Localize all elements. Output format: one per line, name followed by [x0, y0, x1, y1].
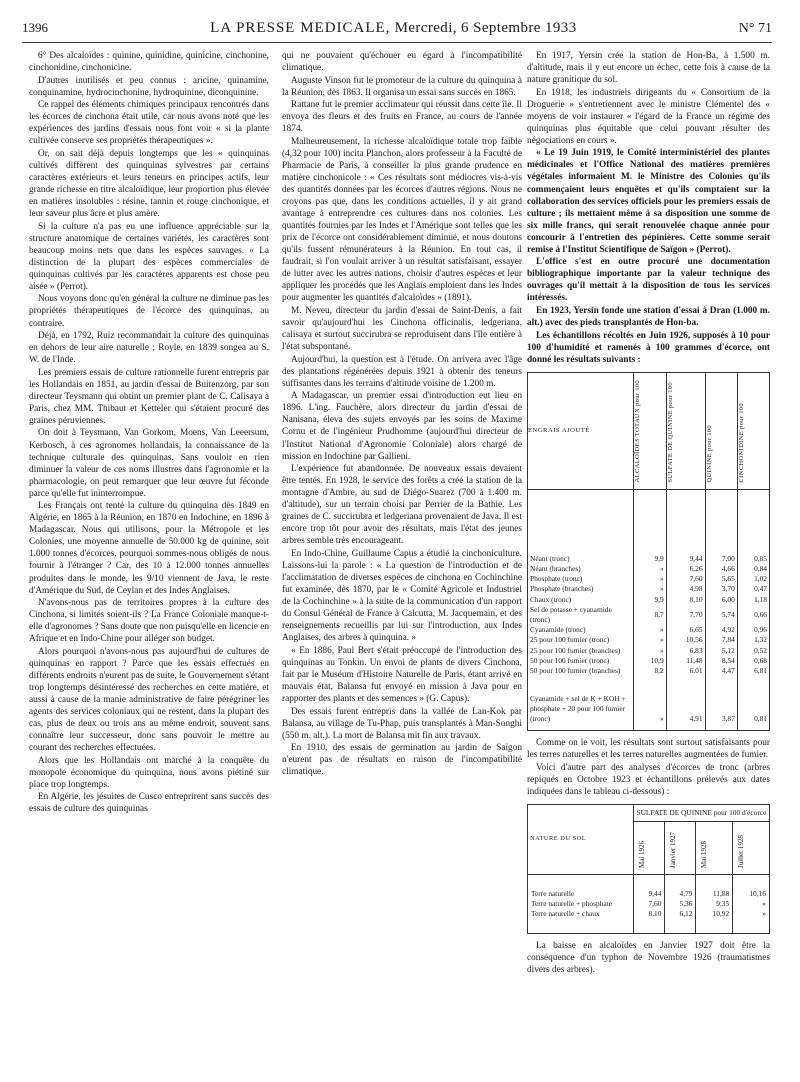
table-cell: 10,16	[733, 889, 770, 899]
table-row	[528, 909, 770, 919]
table-header-cinchonidine: CINCHONIDINE pour 100	[737, 372, 769, 489]
table-header-soil: NATURE DU SOL	[528, 804, 634, 874]
paragraph: L'office s'est en outre procuré une documentation bibliographique importante par la valeur technique des ouvrages qu'il mettait à la disposition de tous les services intéressés.	[527, 257, 770, 304]
table-header-date: Janvier 1927	[665, 821, 696, 874]
table-row	[528, 666, 770, 676]
table-header-total-alkaloids: ALCALOÏDES TOTAUX pour 100	[634, 372, 666, 489]
column-3	[527, 50, 770, 1074]
table-cell: 9,44	[634, 889, 665, 899]
paragraph: Voici d'autre part des analyses d'écorces de tronc (arbres repiqués en Octobre 1923 et échantillons prélevés aux dates indiquées dans le tableau ci-dessous) :	[527, 762, 770, 797]
row-label: Néant (tronc)	[530, 553, 570, 563]
paragraph: 6° Des alcaloïdes : quinine, quinidine, quinicine, cinchonine, cinchonidine, cinchonicine.	[29, 51, 269, 74]
paragraph: L'expérience fut abandonnée. De nouveaux essais devaient être tentés. En 1928, le service des forêts a créé la station de la montagne d'Ambre, au sud de Diégo-Suarez (700 à 1.400 m. d'altitude), sur un terrain choisi par Perrier de la Bathie. Les graines de C. succirubra et ledgeriana provenaient de Java. Il est encore trop tôt pour avoir des résultats, mais l'état des jeunes arbres semble très encourageant.	[282, 464, 522, 547]
table-cell: 0,68	[737, 656, 769, 666]
running-title	[210, 20, 576, 37]
row-label: 25 pour 100 fumier (branches)	[530, 645, 621, 655]
row-label: Néant (branches)	[530, 563, 581, 573]
table-row	[528, 595, 770, 605]
table-cell: 0,81	[737, 676, 769, 731]
paragraph: qui ne pouvaient qu'échouer eu égard à l'incompatibilité climatique.	[282, 51, 522, 74]
table-cell: 4,66	[705, 564, 737, 574]
paragraph: « En 1886, Paul Bert s'était préoccupé de l'introduction des quinquinas au Tonkin. Un envoi de plants de divers Cinchona, fait par le Muséum d'Histoire Naturelle de Paris, étant arrivé en mauvais état, Balansa fut envoyé en mission à Java pour en rapporter des plants et des semences » (G. Capus).	[282, 645, 522, 704]
table-cell: »	[634, 635, 666, 645]
fertilizer-results-table	[527, 372, 770, 731]
table-row	[528, 605, 770, 625]
table-cell: 1,02	[737, 574, 769, 584]
row-label: Cyanamide (tronc)	[530, 625, 586, 635]
paragraph: Ce rappel des éléments chimiques principaux rencontrés dans les écorces de cinchona était utile, car nous avons noté que les expériences des jardins d'essais nous font voir « si la plante cultivée conserve ses propriétés thérapeutiques ».	[29, 100, 269, 147]
paragraph: Les échantillons récoltés en Juin 1926, supposés à 10 pour 100 d'humidité et ramenés à 100 grammes d'écorce, ont donné les résultats suivants :	[527, 330, 770, 365]
table-cell: 0,47	[737, 584, 769, 594]
paragraph: La baisse en alcaloïdes en Janvier 1927 doit être la conséquence d'un typhon de Novembre 1926 (traumatismes divers des arbres).	[527, 940, 770, 976]
table-cell: »	[634, 676, 666, 731]
table-cell: 6,26	[666, 564, 705, 574]
table-cell: 6,65	[666, 625, 705, 635]
paragraph: En 1910, des essais de germination au jardin de Saïgon n'eurent pas de résultats en raison de l'incompatibilité climatique.	[282, 743, 522, 778]
paragraph: Auguste Vinson fut le promoteur de la culture du quinquina à la Réunion, dès 1863. Il organisa un essai sans succès en 1865.	[282, 75, 522, 98]
paragraph: Rattane fut le premier acclimateur qui réussit dans cette île. Il envoya des fleurs et des fruits en France, au cours de l'année 1874.	[282, 100, 522, 135]
table-header-date: Mai 1926	[634, 821, 665, 874]
table-cell: 10,56	[666, 635, 705, 645]
table-cell: 8,7	[634, 605, 666, 625]
table-cell: 5,36	[665, 899, 696, 909]
paragraph: Comme on le voit, les résultats sont surtout satisfaisants pour les terres naturelles et les terres naturelles augmentées de fumier.	[527, 738, 770, 761]
table-cell: 4,92	[705, 625, 737, 635]
paragraph: D'autres inutilisés et peu connus : aricine, quinamine, conquinamine, hydrocinchonine, hydroquinine, diconquinine.	[29, 75, 269, 98]
table-row	[528, 899, 770, 909]
table-cell: 7,70	[666, 605, 705, 625]
table-cell: »	[733, 899, 770, 909]
table-cell: 4,79	[665, 889, 696, 899]
table-row	[528, 584, 770, 594]
row-label: Terre naturelle + chaux	[531, 908, 600, 918]
table-cell: 9,44	[666, 554, 705, 564]
paragraph: Nous voyons donc qu'en général la culture ne diminue pas les propriétés thérapeutiques de l'écorce des quinquinas, au contraire.	[29, 294, 269, 329]
issue-date: Mercredi, 6 Septembre 1933	[394, 20, 577, 36]
table-row	[528, 635, 770, 645]
row-label: Terre naturelle + phosphate	[531, 898, 613, 908]
table-cell: »	[634, 625, 666, 635]
paragraph: Si la culture n'a pas eu une influence appréciable sur la structure anatomique de certaines variétés, les caractères sont beaucoup moins nets que dans les espèces sauvages. « La distinction de la plupart des espèces commerciales de quinquinas cultivés par les caractères apparents est chose peu aisée » (Perrot).	[29, 221, 269, 292]
page-number: 1396	[22, 20, 48, 35]
paragraph: En Algérie, les jésuites de Cusco entreprirent sans succès des essais de culture des quinquinas	[29, 792, 269, 815]
row-label: 25 pour 100 fumier (tronc)	[530, 635, 610, 645]
table-cell: 0,52	[737, 646, 769, 656]
paragraph: En Indo-Chine, Guillaume Capus a étudié la cinchoniculture. Laissons-lui la parole : « La question de l'introduction et de l'acclimatation de diverses espèces de cinchona en Cochinchine fut examinée, dès 1870, par le « Comité Agricole et Industriel de la Cochinchine » à la suite de la communication d'un rapport du Consul Général de France à Calcutta, M. Jacquemain, et des renseignements recueillis par lui sur l'introduction, aux Indes Anglaises, des arbres à quinquina. »	[282, 548, 522, 644]
table-cell: 3,87	[705, 676, 737, 731]
table-row	[528, 646, 770, 656]
table-row	[528, 554, 770, 564]
table-cell: 6,83	[666, 646, 705, 656]
table-cell: 7,60	[634, 899, 665, 909]
table-cell: 0,84	[737, 564, 769, 574]
table-cell: 4,91	[666, 676, 705, 731]
paragraph: Déjà, en 1792, Ruiz recommandait la culture des quinquinas en dehors de leur aire naturelle ; Royle, en 1839 songea au S. W. de l'Inde.	[29, 331, 269, 366]
table-cell: 8,2	[634, 666, 666, 676]
paragraph: N'avons-nous pas de territoires propres à la culture des Cinchona, si limités soient-ils ? La France Coloniale manque-t-elle d'agronomes ? Sans doute que non puisqu'elle en licencie en Afrique et en Indo-Chine pour alléger son budget.	[29, 598, 269, 645]
table-header-fertilizer: ENGRAIS AJOUTÉ	[528, 372, 634, 489]
table-cell: 7,00	[705, 554, 737, 564]
table-cell: 6,00	[705, 595, 737, 605]
column-2	[282, 50, 522, 1074]
row-label: Sel de potasse + cyanamide (tronc)	[530, 604, 612, 624]
table-row	[528, 889, 770, 899]
table-header-date: Mai 1928	[696, 821, 733, 874]
table-cell: 6,01	[666, 666, 705, 676]
table-cell: 4,47	[705, 666, 737, 676]
row-label: 50 pour 100 fumier (branches)	[530, 665, 621, 675]
row-label: Cyanamide + sel de K + KOH + phosphate + 20 pour 100 fumier (tronc)	[530, 693, 626, 723]
issue-number: N° 71	[738, 21, 772, 36]
paragraph: A Madagascar, un premier essai d'introduction eut lieu en 1896. L'ing. Fauchère, alors directeur du jardin d'essai de Nanisana, éleva des sujets envoyés par les soins de Maxime Cornu et de l'ingénieur Prudhomme (aujourd'hui directeur de l'Institut National d'Agronomie Coloniale) alors chargé de mission en Indochine par Gallieni.	[282, 391, 522, 462]
table-cell: »	[634, 574, 666, 584]
table-cell: 8,54	[705, 656, 737, 666]
table-cell: 7,84	[705, 635, 737, 645]
paragraph: En 1918, les industriels dirigeants du « Consortium de la Droguerie » s'entretiennent avec le ministre Clémentel des « moyens de voir instaurer « l'égard de la France un régime des quinquinas plus équitable que celui pouvant résulter des négociations en cours ».	[527, 87, 770, 146]
row-label: 50 pour 100 fumier (tronc)	[530, 655, 610, 665]
table-row	[528, 656, 770, 666]
bark-analysis-table	[527, 804, 770, 934]
paragraph: Les Français ont tenté la culture du quinquina dès 1849 en Algérie, en 1865 à la Réunion, en 1870 en Indochine, en 1896 à Madagascar. Nous qui utilisons, pour la Métropole et les Colonies, une moyenne annuelle de 50.000 kg de quinine, soit 1.000 tonnes d'écorces, pourquoi sommes-nous obligés de nous fournir à l'étranger ? Car, des 10 à 12.000 tonnes annuelles produites dans le monde, les 9/10 viennent de Java, le reste d'Amérique du Sud, de Ceylan et des Indes Anglaises.	[29, 501, 269, 596]
table-cell: 1,32	[737, 635, 769, 645]
table-cell: 10,92	[696, 909, 733, 919]
table-cell: 9,9	[634, 595, 666, 605]
table-cell: 5,65	[705, 574, 737, 584]
table-cell: 0,66	[737, 605, 769, 625]
table-cell: 8,10	[634, 909, 665, 919]
table-row	[528, 574, 770, 584]
table-row	[528, 676, 770, 731]
table-row	[528, 625, 770, 635]
row-label: Chaux (tronc)	[530, 594, 572, 604]
paragraph: « Le 19 Juin 1919, le Comité interministériel des plantes médicinales et l'Office National des matières premières végétales informaient M. le Ministre des Colonies qu'ils commençaient leurs enquêtes et qu'ils comptaient sur la collaboration des services officiels pour les premiers essais de culture ; ils mettaient même à sa disposition une somme de six mille francs, qui serait renouvelée chaque année pour concourir à l'entretien des pépinières. Cette somme serait remise à l'Institut Scientifique de Saïgon » (Perrot).	[527, 148, 770, 255]
table-header-quinine: QUININE pour 100	[705, 372, 737, 489]
table-cell: 10,9	[634, 656, 666, 666]
table-cell: 11,88	[696, 889, 733, 899]
paragraph: Aujourd'hui, la question est à l'étude. On arrivera avec l'âge des plantations régénérées depuis 1921 à obtenir des teneurs suffisantes dans les terrains d'altitude voisine de 1.200 m.	[282, 354, 522, 389]
table-cell: »	[634, 564, 666, 574]
table-cell: 6,81	[737, 666, 769, 676]
table-cell: 1,18	[737, 595, 769, 605]
paragraph: M. Neveu, directeur du jardin d'essai de Saint-Denis, a fait savoir qu'aujourd'hui les Cinchona officinalis, ledgeriana, calisaya et surtout succirubra se reproduisent dans l'île entière à l'état subspontané.	[282, 305, 522, 353]
paragraph: Malheureusement, la richesse alcaloïdique totale trop faible (4,32 pour 100) incita Planchon, alors professeur à la Faculté de Pharmacie de Paris, à conseiller la plus grande prudence en matière cinchonicole : « Ces résultats sont médiocres vis-à-vis des quantités données par les écorces d'autres régions. Nous ne croyons pas que, dans les conditions actuelles, il y ait grand avantage à entreprendre ces cultures dans nos colonies. Les quantités fournies par les Indes et l'Amérique sont telles que les prix de l'écorce ont considérablement diminué, et nous doutons qu'ils fussent rémunérateurs à la Réunion. En tout cas, il faudrait, si l'on voulait arriver à un résultat satisfaisant, essayer de lutter avec les autres nations, choisir d'autres espèces et leur appliquer les procédés que les Anglais emploient dans les Indes pour augmenter les quantités d'alcaloïdes » (1891).	[282, 136, 522, 304]
table-cell: 3,70	[705, 584, 737, 594]
table-cell: 8,10	[666, 595, 705, 605]
paragraph: Alors pourquoi n'avons-nous pas aujourd'hui de cultures de quinquinas en rapport ? Parce que les essais effectués en différents endroits n'eurent pas de suite, le Gouvernement s'étant trop longtemps désintéressé des recherches en cette matière, et aussi à cause de la manie administrative de faire pérégriner les agents des services coloniaux qui ne restent, dans la plupart des cas, plus de deux ou trois ans au même endroit, souvent sans connaître leur successeur, donc sans pouvoir le mettre au courant des recherches effectuées.	[29, 646, 269, 754]
page-header	[22, 20, 772, 43]
table-cell: »	[634, 646, 666, 656]
paragraph: On doit à Teysmann, Van Gorkom, Moens, Van Leeersum, Kerbosch, à ces agronomes hollandais, la connaissance de la technique culturale des quinquinas. Sans vouloir en rien diminuer la valeur de ces noms illustres dans l'agronomie et la pharmacologie, on peut remarquer que leur œuvre fut féconde parce qu'elle fut ininterrompue.	[29, 428, 269, 499]
table-cell: »	[733, 909, 770, 919]
table-cell: »	[634, 584, 666, 594]
paragraph: Or, on sait déjà depuis longtemps que les « quinquinas cultivés diffèrent des quinquinas sylvestres par certains caractères extérieurs et leurs teneurs en principes actifs, leur grande richesse en titre alcaloïdique, leur proportion plus élevée en matières insolubles : résine, tannin et rouge cinchonique, et leur saveur plus âcre et plus amère.	[29, 148, 269, 220]
table-row	[528, 564, 770, 574]
table-cell: 5,74	[705, 605, 737, 625]
table-cell: 0,96	[737, 625, 769, 635]
table-cell: 5,12	[705, 646, 737, 656]
table-header-quinine-sulfate: SULFATE DE QUININE pour 100	[666, 372, 705, 489]
journal-name: LA PRESSE MEDICALE,	[210, 20, 391, 36]
paragraph: En 1923, Yersin fonde une station d'essai à Dran (1.000 m. alt.) avec des pieds transplantés de Hon-ba.	[527, 305, 770, 329]
row-label: Phosphate (tronc)	[530, 574, 583, 584]
table-cell: 0,85	[737, 554, 769, 564]
paragraph: Alors que les Hollandais ont marché à la conquête du monopole économique du quinquina, nous avons piétiné sur place trop longtemps.	[29, 755, 269, 790]
table-cell: 7,60	[666, 574, 705, 584]
paragraph: Les premiers essais de culture rationnelle furent entrepris par les Hollandais en 1851, au jardin d'essai de Buitenzorg, par son directeur Teysmann qui obtint un premier plant de C. Calisaya à Paris, chez MM. Thibaut et Ketteler qui s'étaient procuré des graines péruviennes.	[29, 367, 269, 426]
table-header-quinine-sulfate: SULFATE DE QUININE pour 100 d'écorce	[634, 804, 770, 821]
table-cell: 9,9	[634, 554, 666, 564]
table-cell: 11,48	[666, 656, 705, 666]
row-label: Terre naturelle	[531, 888, 575, 898]
paragraph: Des essais furent entrepris dans la vallée de Lan-Kok par Balansa, au village de Tu-Phap, puis transplantés à Man-Songhi (550 m. alt.). La mort de Balansa mit fin aux travaux.	[282, 706, 522, 741]
table-header-date: Juillet 1928	[733, 821, 770, 874]
table-cell: 6,12	[665, 909, 696, 919]
paragraph: En 1917, Yersin crée la station de Hon-Ba, à 1.500 m. d'altitude, mais il y eut encore un échec, cette fois à cause de la nature granitique du sol.	[527, 51, 770, 86]
row-label: Phosphate (branches)	[530, 584, 594, 594]
table-cell: 4,98	[666, 584, 705, 594]
table-cell: 9,35	[696, 899, 733, 909]
column-1	[29, 50, 269, 1074]
